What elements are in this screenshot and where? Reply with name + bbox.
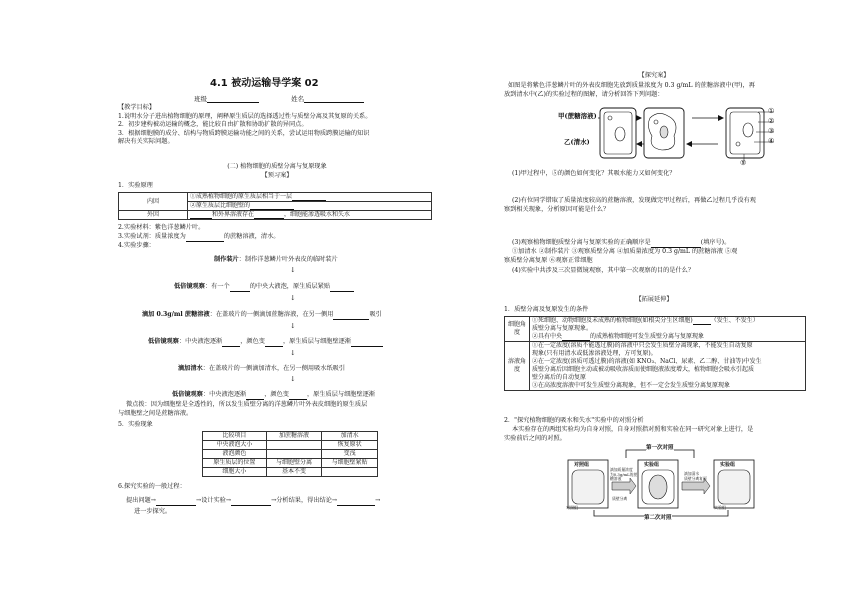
step-3-a: ：在盖玻片的一侧滴加蔗糖溶液，在另一侧用 — [209, 311, 334, 318]
process-c: →分析结果，得出结论→ — [271, 497, 338, 504]
extend-1: 1．质壁分离及复原发生的条件 — [504, 306, 589, 313]
experiment-label-bottom: 实验组 — [714, 505, 726, 510]
section-title: (二) 植物细胞的质壁分离与复原现象 — [227, 163, 327, 170]
blank[interactable] — [231, 498, 271, 506]
solution-line: 质壁分离后因细胞主动或被动吸收溶质而使细胞液浓度增大，植物细胞会吸水引起质 — [532, 366, 755, 373]
reagents-b: 的蔗糖溶液，清水。 — [223, 233, 280, 240]
blank[interactable] — [337, 498, 375, 506]
blank[interactable] — [333, 312, 369, 320]
condition-table — [504, 316, 806, 391]
arrow-1-text-a: 滴加质量浓度 — [610, 467, 633, 472]
question-3-a: (3)观察植物细胞质壁分离与复原实验的正确顺序是 — [512, 239, 651, 246]
process-a: 提出问题→ — [126, 497, 156, 504]
cell-angle-content — [530, 317, 806, 342]
general-process — [126, 497, 438, 506]
step-1-text: ：制作洋葱鳞片叶外表皮的临时装片 — [238, 256, 338, 263]
cell-angle-1a: ①死细胞、动物细胞及未成熟的植物细胞(如根尖分生区细胞) — [532, 317, 693, 324]
table-cell: 中央液泡大小 — [203, 441, 267, 450]
step-6-b: ，颜色变 — [264, 391, 289, 398]
inquiry-intro-2: 放到清水中(乙)的实验过程的图解，请分析回答下列问题： — [504, 90, 664, 98]
reagents — [118, 233, 279, 242]
label-4: ④ — [768, 137, 775, 145]
step-6-a: ：中央液泡逐渐 — [202, 391, 247, 398]
extend-3 — [504, 426, 808, 443]
step-2-a: ：有一个 — [204, 283, 230, 290]
name-blank[interactable] — [304, 95, 364, 103]
question-3-options-2: 察质壁分离复原 ⑥观察正常细胞 — [504, 256, 593, 264]
comparison-svg — [564, 446, 758, 522]
blank[interactable] — [230, 284, 250, 292]
blank[interactable] — [292, 193, 326, 201]
blank[interactable] — [222, 339, 240, 347]
arrow-2-text-a: 滴加清水 — [684, 471, 700, 476]
blank[interactable] — [351, 339, 383, 347]
step-5-text: ：在盖玻片的一侧滴加清水，在另一侧用吸水纸吸引 — [202, 365, 346, 372]
solution-line: ②在一定浓度(溶质可透过膜)的溶液(如 KNO₃、NaCl、尿素、乙二醇、甘油等)中发生 — [532, 358, 762, 365]
down-arrow-icon: ↓ — [290, 294, 296, 302]
step-1 — [214, 256, 338, 265]
table-cell: 恢复原状 — [322, 441, 378, 450]
phenomena-table — [202, 431, 378, 477]
goal-item: 解决有关实际问题。 — [118, 138, 174, 146]
blank[interactable] — [156, 498, 196, 506]
question-3-b: (填序号)。 — [700, 239, 731, 246]
extend-3-line: 本实验存在的两组实验均为自身对照，自身对照指对照和实验在同一研究对象上进行，是 — [512, 426, 754, 433]
table-cell: 液泡颜色 — [203, 450, 267, 459]
process-e: 进一步探究。 — [134, 508, 172, 515]
table-row — [203, 450, 378, 459]
blank[interactable] — [190, 211, 212, 219]
blank[interactable] — [562, 333, 590, 341]
extend-2: 2．"探究植物细胞的吸水和失水"实验中的对照分析 — [504, 417, 644, 424]
step-3 — [142, 311, 382, 320]
step-3-b: 吸引 — [369, 311, 382, 318]
arrow-1-text — [610, 468, 638, 482]
blank[interactable] — [330, 284, 354, 292]
second-comparison-label: 第二次对照 — [644, 515, 672, 521]
outer-text-b: ，细胞能渗透吸水和失水 — [284, 211, 351, 218]
question-3 — [512, 239, 804, 248]
step-6 — [172, 391, 375, 400]
blank[interactable] — [265, 339, 283, 347]
table-header: 加清水 — [322, 432, 378, 441]
comparison-diagram — [564, 446, 758, 522]
blank[interactable] — [246, 392, 264, 400]
step-5-bold: 滴加清水 — [178, 365, 203, 372]
inner-label: 内因 — [119, 193, 188, 211]
table-row — [203, 441, 378, 450]
question-2 — [504, 197, 804, 214]
outer-cell — [188, 211, 432, 220]
inquiry-intro — [504, 82, 804, 99]
table-cell-blank[interactable] — [266, 441, 322, 450]
label-1: ① — [768, 107, 775, 115]
cell-angle-3a: ②具有中央 — [532, 333, 563, 340]
inquiry-intro-1: 如图是将紫色洋葱鳞片叶的外表皮细胞先放到质量浓度为 0.3 g/mL 的蔗糖溶液中(甲)，再 — [508, 82, 755, 89]
solution-line: 壁分离后的自动复原 — [532, 374, 587, 381]
cell-angle-2: 质壁分离与复原现象。 — [532, 325, 593, 332]
extend-4-line: 实验前后之间的对照。 — [504, 434, 566, 442]
goal-item: 3．根据细胞膜的成分、结构与物质跨膜运输功能之间的关系，尝试运用物质跨膜运输的知识 — [118, 129, 370, 137]
solution-angle-label: 溶液角度 — [505, 342, 530, 391]
label-2: ② — [768, 117, 775, 125]
down-arrow-icon: ↓ — [290, 349, 296, 357]
micro-tip-line-2: 与细胞壁之间是蔗糖溶液。 — [118, 409, 193, 417]
inquiry-heading: 【探究案】 — [638, 72, 670, 79]
table-cell: 与细胞壁紧贴 — [322, 459, 378, 468]
question-2-line-2: 察到相关现象，分析原因可能是什么？ — [504, 205, 610, 213]
step-3-bold: 滴加 0.3g/ml 蔗糖溶液 — [142, 311, 210, 318]
control-label-bottom: 对照组 — [566, 505, 578, 510]
step-6-bold: 低倍镜观察 — [172, 391, 203, 398]
arrow-1-note: 质壁分离 — [612, 496, 628, 501]
micro-tip-line-1: 微点拨：因为细胞壁是全透性的，所以发生质壁分离的洋葱鳞片叶外表皮细胞的原生质层 — [126, 401, 368, 408]
answer-blank[interactable] — [651, 240, 701, 248]
cell-angle-label: 细胞角度 — [505, 317, 530, 342]
table-row — [203, 432, 378, 441]
down-arrow-icon: ↓ — [290, 266, 296, 274]
phenomena-title: 5．实验现象 — [118, 421, 153, 428]
solution-line: ①在一定浓度(溶质不能透过膜)的溶液中只会发生质壁分离现象，不能发生自动复原 — [532, 342, 753, 349]
table-cell-blank[interactable] — [322, 468, 378, 477]
step-4-bold: 低倍镜观察 — [148, 338, 179, 345]
cell-angle-1b: （发生、不发生） — [710, 317, 759, 324]
solution-line: 现象(只有用清水或低渗溶液处理，方可复原)。 — [532, 350, 657, 357]
table-cell: 变浅 — [322, 450, 378, 459]
process-d: → — [375, 497, 381, 504]
arrow-1-text-c: 糖溶液 — [610, 476, 622, 481]
question-1: (1)甲过程中，⑤的颜色如何变化？其吸水能力又如何变化？ — [512, 170, 676, 177]
solution-line: ③在高浓度溶液中可发生质壁分离现象，但不一定会发生质壁分离复原现象 — [532, 382, 731, 389]
arrow-1-text-b: 为0.3g/mL的蔗 — [610, 471, 638, 477]
step-1-bold: 制作装片 — [214, 256, 239, 263]
table-cell: 原生质层的位置 — [203, 459, 267, 468]
exp-principle-heading: 1．实验原理 — [118, 182, 153, 189]
jia-label: 甲(蔗糖溶液) — [558, 112, 597, 120]
inner-cell-1 — [188, 193, 432, 202]
materials: 2.实验材料：紫色洋葱鳞片叶。 — [118, 224, 205, 231]
cell-diagram — [558, 104, 778, 168]
table-cell: 与细胞壁分离 — [266, 459, 322, 468]
question-3-options — [504, 248, 808, 265]
step-4-b: ，颜色变 — [240, 338, 265, 345]
question-3-options-1: ①加清水 ②制作装片 ③观察质壁分离 ④加质量浓度为 0.3 g/mL 的蔗糖溶液 ⑤观 — [512, 248, 738, 255]
class-label: 班级 — [194, 95, 207, 103]
class-name-row — [194, 94, 364, 103]
arrow-2-text — [684, 472, 707, 481]
table-header: 加蔗糖溶液 — [266, 432, 322, 441]
question-4: (4)实验中共涉及三次显微镜观察，其中第一次观察的目的是什么？ — [512, 267, 695, 274]
goal-item: 2．初步建构被动运输的概念，能比较自由扩散和协助扩散的异同点。 — [118, 121, 308, 129]
name-label: 姓名 — [291, 95, 305, 103]
control-group-label: 对照组 — [574, 462, 590, 468]
question-2-line-1: (2)有位同学错取了质量浓度较高的蔗糖溶液，发现做完甲过程后，再做乙过程几乎没有观 — [512, 197, 756, 204]
blank[interactable] — [254, 211, 284, 219]
inner-text-2: ②原生质层比细胞壁的 — [190, 202, 251, 209]
page-title: 4.1 被动运输导学案 02 — [210, 78, 319, 89]
step-4 — [148, 338, 383, 347]
step-5 — [178, 365, 345, 374]
label-5: ⑤ — [740, 159, 747, 167]
cell-angle-3b: 的成熟植物细胞可发生质壁分离与复原现象 — [590, 333, 705, 340]
steps-title: 4.实验步骤： — [118, 242, 155, 249]
table-row — [203, 459, 378, 468]
class-blank[interactable] — [207, 95, 259, 103]
table-header: 比较项目 — [203, 432, 267, 441]
arrow-2-text-b: 质壁分离复原 — [684, 475, 707, 481]
blank[interactable] — [186, 234, 224, 242]
extend-heading: 【拓展延伸】 — [635, 296, 673, 303]
yi-label: 乙(清水) — [564, 138, 590, 146]
inner-text-1: ①成熟植物细胞的原生质层相当于一层 — [190, 193, 293, 200]
first-comparison-label: 第一次对照 — [646, 445, 674, 451]
solution-angle-content — [530, 342, 806, 391]
blank[interactable] — [250, 202, 294, 210]
experiment-group-2-label: 实验组 — [720, 462, 736, 468]
table-cell: 细胞大小 — [203, 468, 267, 477]
micro-tip — [118, 401, 438, 418]
principle-table — [118, 192, 432, 220]
goal-item: 1.说明水分子进出植物细胞的原理，阐释原生质层的选择透过性与质壁分离及其复原的关系。 — [118, 112, 372, 120]
reagents-a: 3.实验试剂：质量浓度为 — [118, 233, 186, 240]
step-6-c: ，原生质层与细胞壁逐渐 — [307, 391, 376, 398]
general-process-title: 6.探究实验的一般过程： — [118, 483, 186, 490]
process-b: →设计实验→ — [195, 497, 232, 504]
step-2-bold: 低倍镜观察 — [174, 283, 205, 290]
step-4-c: ，原生质层与细胞壁逐渐 — [283, 338, 352, 345]
outer-label: 外因 — [119, 211, 188, 220]
preview-heading: 【预习案】 — [261, 172, 293, 179]
down-arrow-icon: ↓ — [290, 322, 296, 330]
experiment-group-label: 实验组 — [644, 462, 660, 468]
blank[interactable] — [693, 317, 711, 325]
step-4-a: ：中央液泡逐渐 — [178, 338, 223, 345]
down-arrow-icon: ↓ — [290, 375, 296, 383]
outer-text-a: 和外界溶液存在 — [212, 211, 255, 218]
blank[interactable] — [289, 392, 307, 400]
step-2-b: 的中央大液泡，原生质层紧贴 — [249, 283, 331, 290]
teaching-goals — [118, 104, 436, 147]
label-3: ③ — [768, 127, 775, 135]
goals-heading: 【教学目标】 — [118, 104, 156, 111]
table-row — [203, 468, 378, 477]
table-cell-blank[interactable] — [266, 450, 322, 459]
table-cell: 基本不变 — [266, 468, 322, 477]
step-2 — [174, 283, 354, 292]
inner-cell-2 — [188, 202, 432, 211]
